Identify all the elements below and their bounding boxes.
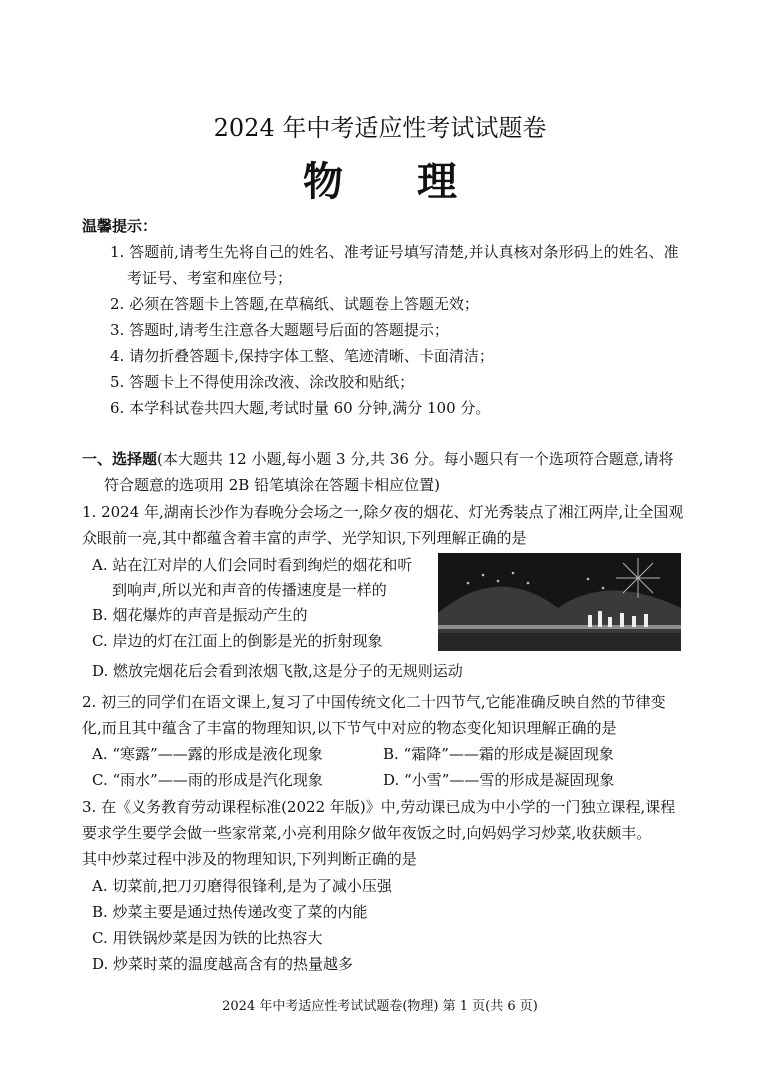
q2-option-b: B. “霜降”——霜的形成是凝固现象	[383, 745, 614, 763]
q2-option-c: C. “雨水”——雨的形成是汽化现象	[92, 771, 323, 789]
notice-item: 5. 答题卡上不得使用涂改液、涂改胶和贴纸；	[110, 373, 415, 391]
notice-item: 考证号、考室和座位号；	[127, 269, 293, 287]
exam-title: 2024 年中考适应性考试试题卷	[213, 114, 547, 142]
q2-option-a: A. “寒露”——露的形成是液化现象	[92, 745, 323, 763]
section-desc: (本大题共 12 小题,每小题 3 分,共 36 分。每小题只有一个选项符合题意,请将	[157, 450, 674, 468]
section-title: 一、选择题	[82, 450, 158, 468]
q2-stem: 化,而且其中蕴含了丰富的物理知识,以下节气中对应的物态变化知识理解正确的是	[82, 719, 617, 737]
q3-stem: 3. 在《义务教育劳动课程标准(2022 年版)》中,劳动课已成为中小学的一门独立课程,课程	[82, 798, 676, 816]
q1-option-a: 到响声,所以光和声音的传播速度是一样的	[112, 581, 387, 599]
q3-option-c: C. 用铁锅炒菜是因为铁的比热容大	[92, 929, 323, 947]
subject-title: 物 理	[303, 158, 487, 205]
q1-stem: 1. 2024 年,湖南长沙作为春晚分会场之一,除夕夜的烟花、灯光秀装点了湘江两岸,让全国观	[82, 503, 684, 521]
fireworks-photo	[438, 553, 681, 651]
notice-item: 3. 答题时,请考生注意各大题题号后面的答题提示；	[110, 321, 449, 339]
q1-stem: 众眼前一亮,其中都蕴含着丰富的声学、光学知识,下列理解正确的是	[82, 529, 527, 547]
notice-heading: 温馨提示：	[82, 217, 158, 235]
q1-option-b: B. 烟花爆炸的声音是振动产生的	[92, 606, 308, 624]
notice-item: 2. 必须在答题卡上答题,在草稿纸、试题卷上答题无效；	[110, 295, 479, 313]
q3-option-a: A. 切菜前,把刀刃磨得很锋利,是为了减小压强	[92, 877, 392, 895]
page-footer: 2024 年中考适应性考试试题卷(物理) 第 1 页(共 6 页)	[222, 999, 538, 1014]
fireworks-illustration	[438, 553, 681, 651]
q3-option-d: D. 炒菜时菜的温度越高含有的热量越多	[92, 955, 354, 973]
q3-stem: 要求学生要学会做一些家常菜,小亮利用除夕做年夜饭之时,向妈妈学习炒菜,收获颇丰。	[82, 824, 652, 842]
q1-option-d: D. 燃放完烟花后会看到浓烟飞散,这是分子的无规则运动	[92, 662, 463, 680]
section-header	[82, 449, 674, 469]
q1-option-c: C. 岸边的灯在江面上的倒影是光的折射现象	[92, 632, 383, 650]
q1-option-a: A. 站在江对岸的人们会同时看到绚烂的烟花和听	[92, 556, 413, 574]
q2-stem: 2. 初三的同学们在语文课上,复习了中国传统文化二十四节气,它能准确反映自然的节律变	[82, 693, 666, 711]
notice-item: 6. 本学科试卷共四大题,考试时量 60 分钟,满分 100 分。	[110, 399, 491, 417]
notice-item: 4. 请勿折叠答题卡,保持字体工整、笔迹清晰、卡面清洁；	[110, 347, 494, 365]
q2-option-d: D. “小雪”——雪的形成是凝固现象	[383, 771, 615, 789]
notice-item: 1. 答题前,请考生先将自己的姓名、准考证号填写清楚,并认真核对条形码上的姓名、准	[110, 243, 679, 261]
q3-option-b: B. 炒菜主要是通过热传递改变了菜的内能	[92, 903, 368, 921]
section-desc-cont: 符合题意的选项用 2B 铅笔填涂在答题卡相应位置)	[104, 476, 440, 494]
q3-stem: 其中炒菜过程中涉及的物理知识,下列判断正确的是	[82, 850, 417, 868]
